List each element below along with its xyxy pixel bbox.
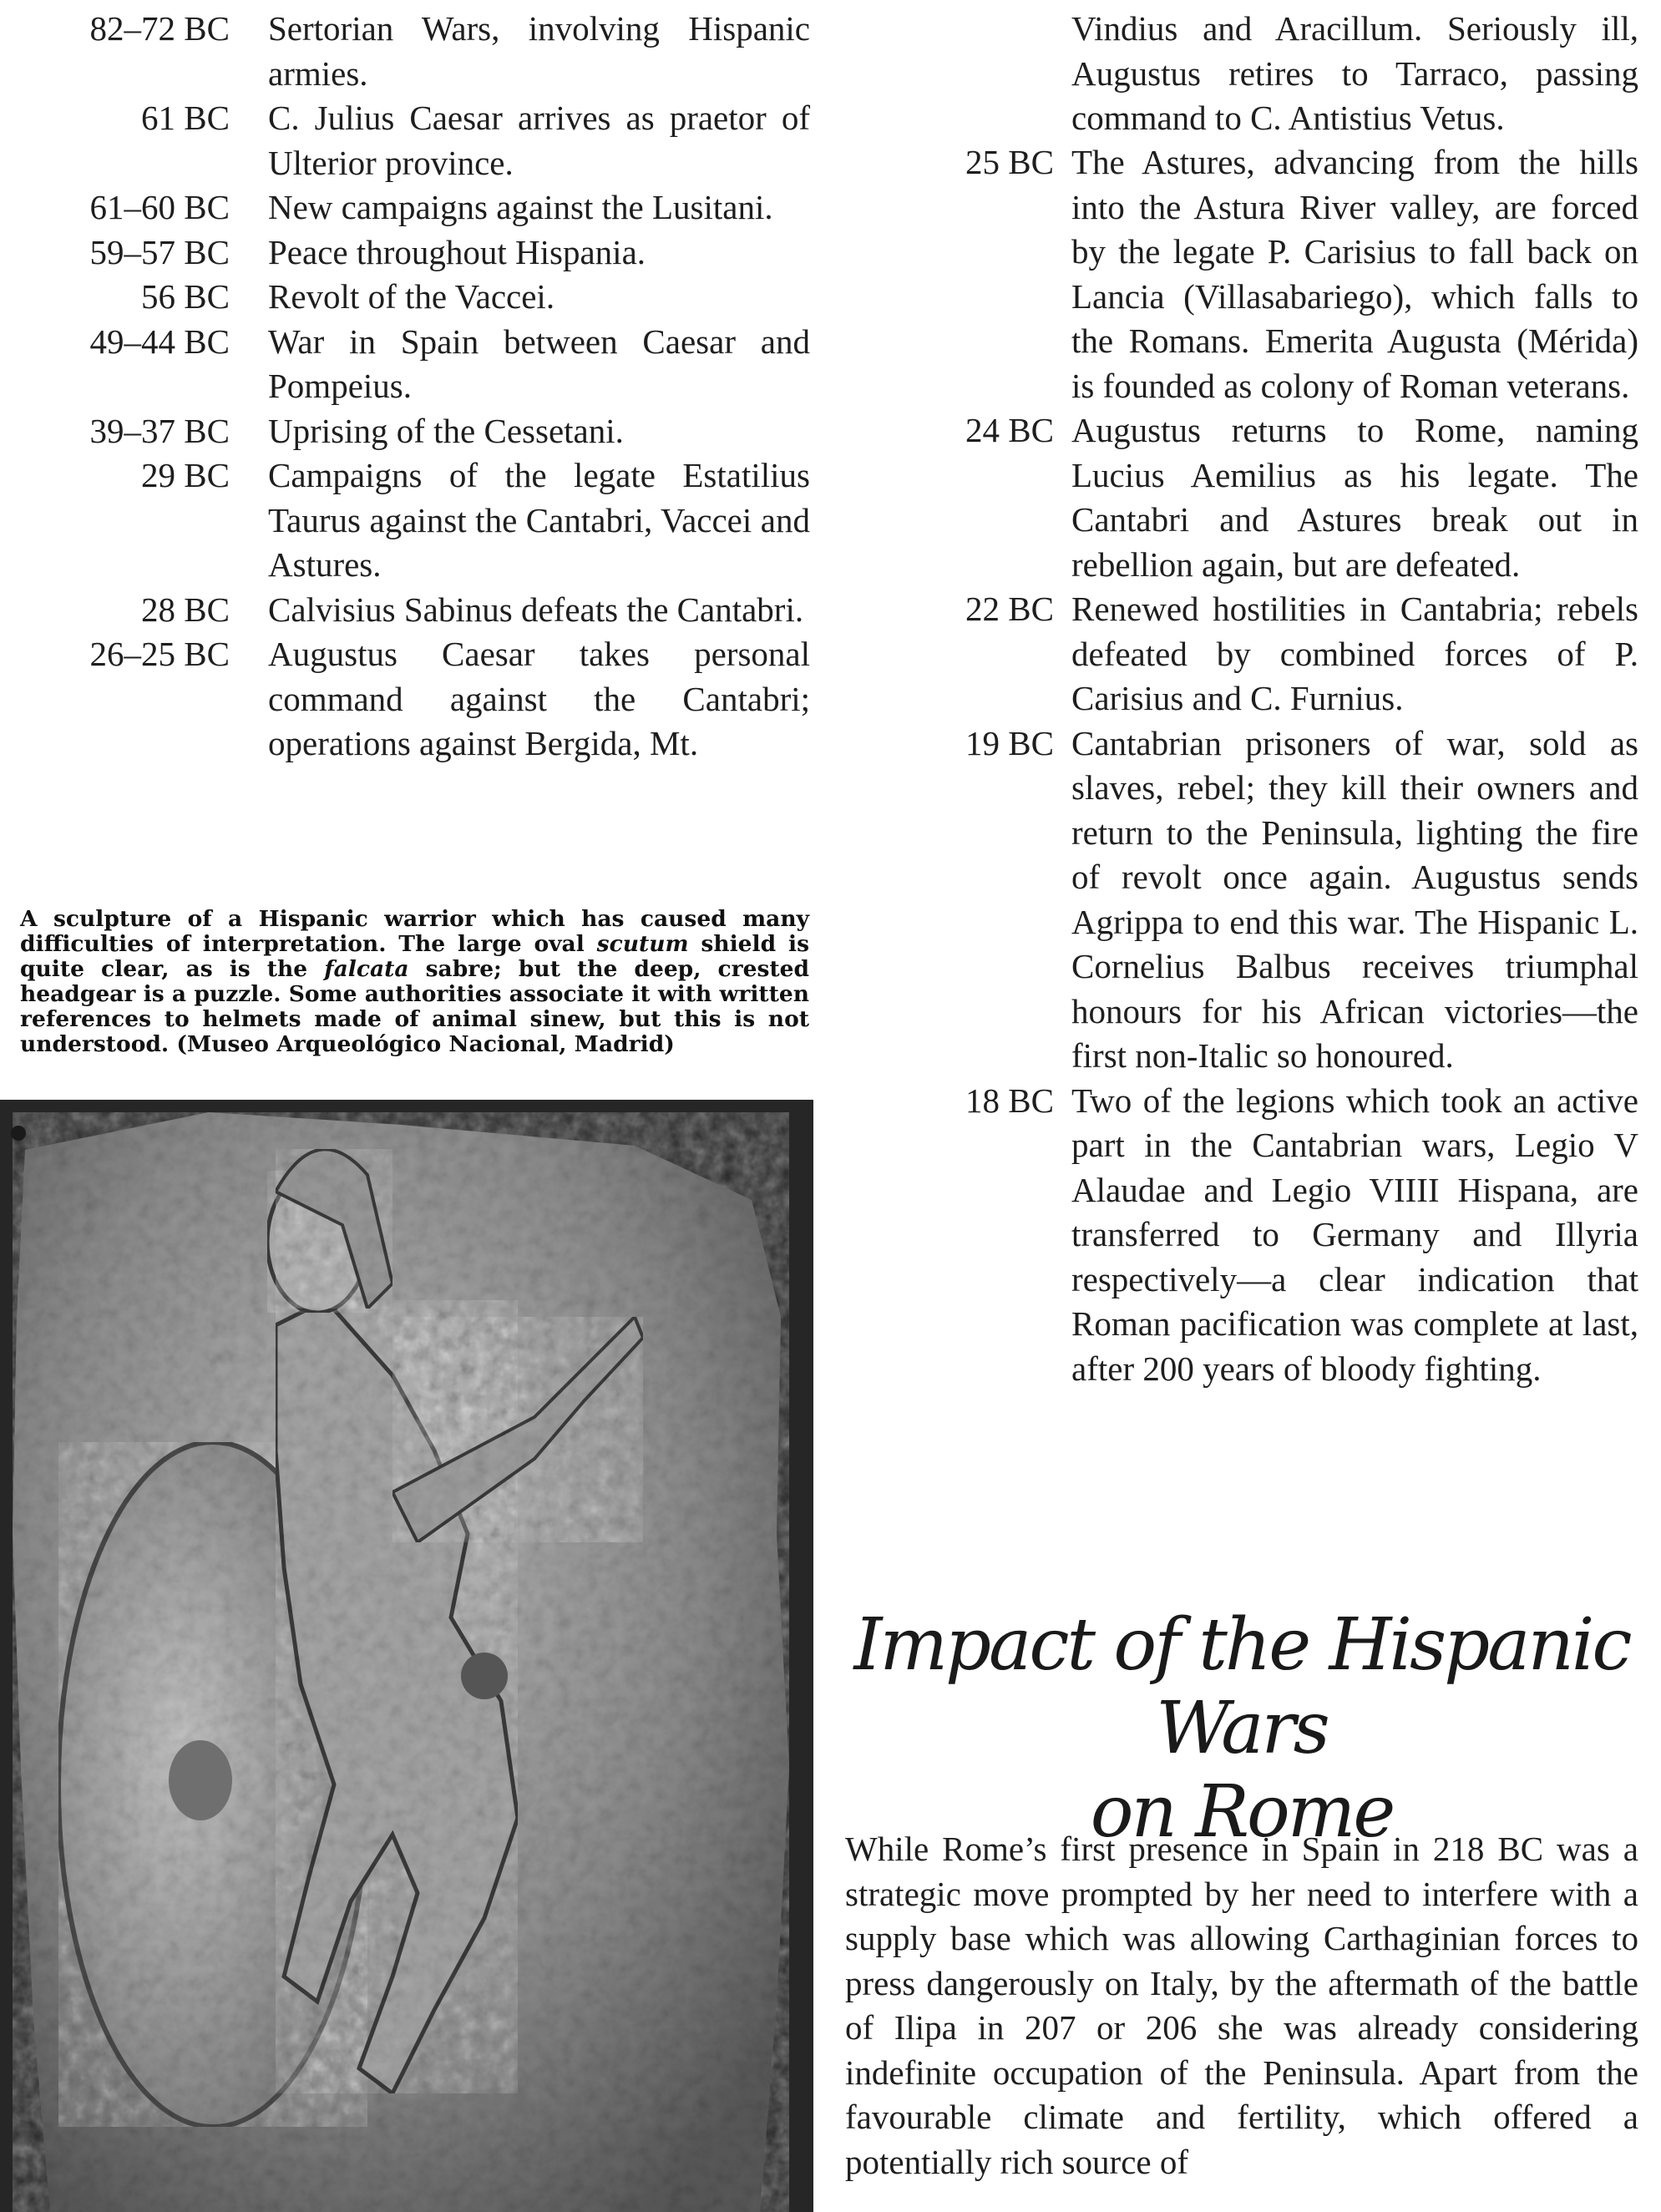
- section-heading: [845, 1603, 1638, 1854]
- timeline-continuation: Vindius and Aracillum. Seriously ill, Augustus retires to Tarraco, passing command to C. Antistius Vetus.: [1071, 9, 1638, 137]
- caption-text: sabre; but the deep, crested headgear is a puzzle. Some authorities associate it with written references to helmets made of animal sinew, but this is not understood. (Museo Arqueológico Nacional, Madrid): [20, 956, 809, 1057]
- timeline-entry: [845, 1079, 1638, 1392]
- timeline-text: Calvisius Sabinus defeats the Cantabri.: [268, 590, 804, 629]
- timeline-date: 28 BC: [141, 590, 230, 629]
- timeline-text: Revolt of the Vaccei.: [268, 277, 555, 316]
- timeline-entry: [845, 408, 1638, 587]
- timeline-entry: [33, 588, 810, 633]
- timeline-text: Augustus returns to Rome, naming Lucius Aemilius as his legate. The Cantabri and Astures break out in rebellion again, but are defeated.: [1071, 411, 1638, 584]
- timeline-entry: [33, 7, 810, 96]
- timeline-text: Sertorian Wars, involving Hispanic armies.: [268, 9, 810, 93]
- timeline-text: Peace throughout Hispania.: [268, 232, 646, 271]
- timeline-text: Cantabrian prisoners of war, sold as slaves, rebel; they kill their owners and return to the Peninsula, lighting the fire of revolt once again. Augustus sends Agrippa to end this war. The Hispanic L. Cornelius Balbus receives triumphal honours for his African victories—the first non-Italic so honoured.: [1071, 723, 1638, 1075]
- timeline-text: Uprising of the Cessetani.: [268, 411, 624, 450]
- section-body: While Rome’s first presence in Spain in 218 BC was a strategic move prompted by her need to interfere with a supply base which was allowing Carthaginian forces to press dangerously on Italy, by the aftermath of the battle of Ilipa in 207 or 206 she was already considering indefinite occupation of the Peninsula. Apart from the favourable climate and fertility, which offered a potentially rich source of: [845, 1830, 1638, 2181]
- timeline-text: Augustus Caesar takes personal command against the Cantabri; operations against Bergida, Mt.: [268, 635, 810, 762]
- timeline-date: 49–44 BC: [89, 321, 230, 361]
- timeline-entry: [33, 320, 810, 409]
- timeline-text: The Astures, advancing from the hills into the Astura River valley, are forced by the legate P. Carisius to fall back on Lancia (Villasabariego), which falls to the Romans. Emerita Augusta (Mérida) is founded as colony of Roman veterans.: [1071, 143, 1638, 405]
- caption-text: shield is quite clear, as is the: [20, 931, 809, 982]
- caption-term-scutum: scutum: [596, 931, 689, 957]
- timeline-date: 56 BC: [141, 277, 230, 316]
- timeline-entry: [33, 230, 810, 276]
- timeline-left: [33, 7, 810, 767]
- timeline-date: 39–37 BC: [89, 411, 230, 450]
- photo-caption: [20, 907, 809, 1057]
- caption-text: A sculpture of a Hispanic warrior which has caused many difficulties of interpretation. The large oval: [20, 906, 809, 957]
- slab-hole: [11, 1126, 26, 1141]
- timeline-date: 22 BC: [965, 590, 1054, 628]
- timeline-date: 29 BC: [141, 456, 230, 494]
- timeline-text: Campaigns of the legate Estatilius Taurus against the Cantabri, Vaccei and Astures.: [268, 456, 810, 584]
- timeline-date: 18 BC: [965, 1081, 1054, 1120]
- timeline-text: War in Spain between Caesar and Pompeius.: [268, 321, 810, 405]
- heading-line: Impact of the Hispanic Wars: [853, 1603, 1630, 1770]
- timeline-date: 61 BC: [141, 99, 230, 137]
- timeline-entry: [845, 140, 1638, 408]
- caption-term-falcata: falcata: [324, 956, 409, 982]
- timeline-text: Renewed hostilities in Cantabria; rebels defeated by combined forces of P. Carisius and C. Furnius.: [1071, 590, 1638, 717]
- timeline-date: 25 BC: [965, 143, 1054, 181]
- shield-boss: [169, 1740, 232, 1820]
- timeline-entry: [33, 185, 810, 230]
- heading-line: on Rome: [1090, 1770, 1394, 1854]
- timeline-text: New campaigns against the Lusitani.: [268, 188, 773, 226]
- timeline-entry: [33, 632, 810, 767]
- warrior-sculpture-photo: [0, 1100, 813, 2212]
- timeline-date: 24 BC: [965, 411, 1054, 449]
- timeline-text: Two of the legions which took an active part in the Cantabrian wars, Legio V Alaudae and Legio VIIII Hispana, are transferred to Germany and Illyria respectively—a clear indication that Roman pacification was complete at last, after 200 years of bloody fighting.: [1071, 1081, 1638, 1388]
- timeline-entry: [845, 721, 1638, 1079]
- timeline-date: 61–60 BC: [89, 188, 230, 226]
- hand-grip: [461, 1653, 508, 1699]
- timeline-date: 59–57 BC: [89, 232, 230, 271]
- timeline-date: 26–25 BC: [89, 635, 230, 673]
- timeline-date: 82–72 BC: [89, 9, 230, 48]
- sculpture-illustration: [0, 1100, 813, 2212]
- timeline-entry: [33, 275, 810, 320]
- timeline-entry: [33, 409, 810, 454]
- timeline-entry: [33, 96, 810, 185]
- timeline-date: 19 BC: [965, 723, 1054, 762]
- timeline-entry: [33, 453, 810, 588]
- timeline-text: C. Julius Caesar arrives as praetor of Ulterior province.: [268, 99, 810, 182]
- timeline-right: [845, 140, 1638, 1391]
- timeline-entry: [845, 587, 1638, 721]
